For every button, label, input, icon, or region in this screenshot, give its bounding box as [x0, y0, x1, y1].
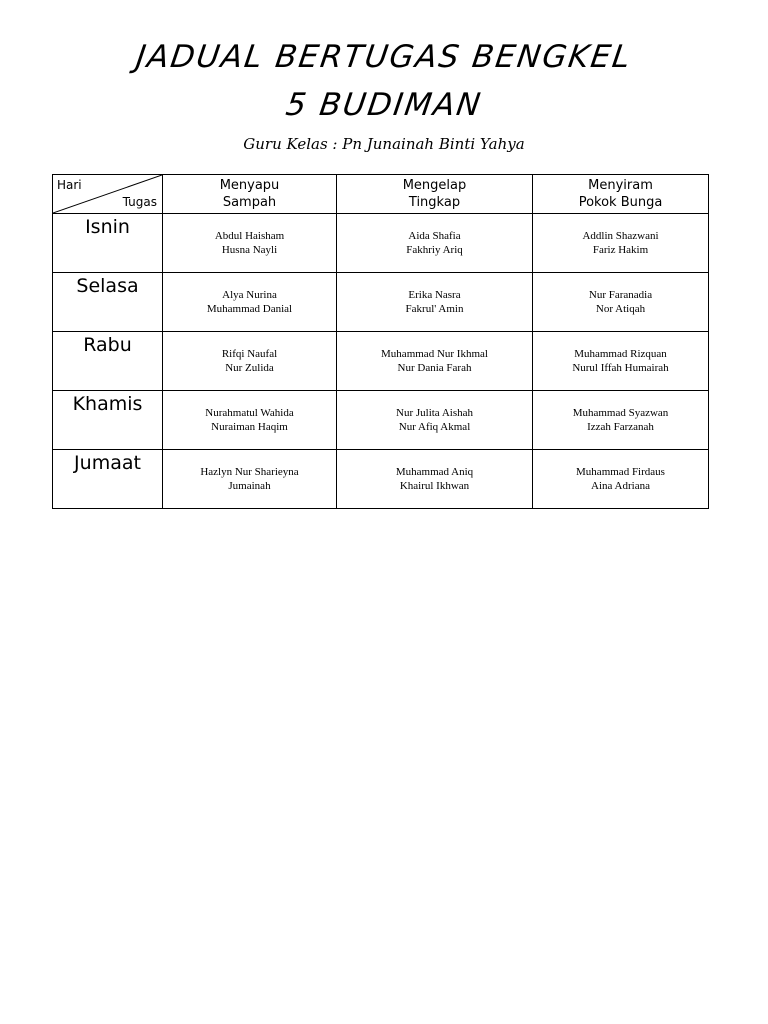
student-name: Addlin Shazwani — [582, 230, 659, 242]
student-name: Muhammad Syazwan — [572, 407, 669, 419]
names-cell — [337, 214, 533, 273]
student-name: Muhammad Rizquan — [574, 348, 667, 360]
student-name: Nur Dania Farah — [397, 362, 472, 374]
day-cell — [53, 450, 163, 509]
names-cell — [163, 273, 337, 332]
day-label: Rabu — [83, 334, 132, 356]
header-row — [53, 175, 709, 214]
names-cell — [163, 450, 337, 509]
class-teacher-line: Guru Kelas : Pn Junainah Binti Yahya — [243, 135, 525, 153]
student-name: Abdul Haisham — [214, 230, 285, 242]
document-title: JADUAL BERTUGAS BENGKEL — [133, 39, 635, 75]
student-name: Jumainah — [228, 480, 271, 492]
student-name: Nur Faranadia — [588, 289, 653, 301]
day-cell — [53, 332, 163, 391]
table-row-selasa — [53, 273, 709, 332]
student-name: Nur Zulida — [225, 362, 274, 374]
duty-roster-table — [52, 174, 709, 509]
names-cell — [533, 332, 709, 391]
student-name: Khairul Ikhwan — [399, 480, 470, 492]
column-header-line2: Pokok Bunga — [578, 195, 663, 210]
student-name: Fakhriy Ariq — [406, 244, 463, 256]
student-name: Nor Atiqah — [595, 303, 646, 315]
names-cell — [337, 450, 533, 509]
student-name: Alya Nurina — [222, 289, 277, 301]
student-name: Muhammad Aniq — [395, 466, 474, 478]
corner-header-cell — [53, 175, 163, 214]
names-cell — [533, 214, 709, 273]
day-cell — [53, 391, 163, 450]
column-header-sweep — [163, 175, 337, 214]
table-row-isnin — [53, 214, 709, 273]
student-name: Aida Shafia — [408, 230, 461, 242]
names-cell — [163, 214, 337, 273]
day-label: Isnin — [85, 216, 130, 238]
day-cell — [53, 214, 163, 273]
document-subtitle-class: 5 BUDIMAN — [283, 87, 485, 123]
names-cell — [337, 391, 533, 450]
day-label: Selasa — [76, 275, 139, 297]
column-header-line1: Menyapu — [219, 178, 280, 193]
names-cell — [533, 391, 709, 450]
student-name: Fakrul' Amin — [405, 303, 464, 315]
names-cell — [533, 273, 709, 332]
student-name: Muhammad Firdaus — [576, 466, 665, 478]
student-name: Fariz Hakim — [592, 244, 649, 256]
student-name: Hazlyn Nur Sharieyna — [200, 466, 299, 478]
student-name: Nur Afiq Akmal — [398, 421, 471, 433]
column-header-line1: Mengelap — [402, 178, 467, 193]
table-row-khamis — [53, 391, 709, 450]
names-cell — [533, 450, 709, 509]
corner-label-day: Hari — [57, 178, 82, 192]
student-name: Nurahmatul Wahida — [205, 407, 294, 419]
column-header-line1: Menyiram — [588, 178, 653, 193]
names-cell — [163, 391, 337, 450]
day-label: Jumaat — [74, 452, 141, 474]
names-cell — [163, 332, 337, 391]
table-row-jumaat — [53, 450, 709, 509]
day-label: Khamis — [72, 393, 143, 415]
names-cell — [337, 273, 533, 332]
student-name: Muhammad Danial — [206, 303, 293, 315]
student-name: Nurul Iffah Humairah — [572, 362, 669, 374]
student-name: Izzah Farzanah — [587, 421, 654, 433]
student-name: Muhammad Nur Ikhmal — [381, 348, 488, 360]
table-row-rabu — [53, 332, 709, 391]
column-header-line2: Tingkap — [408, 195, 461, 210]
column-header-water-plants — [533, 175, 709, 214]
corner-label-task: Tugas — [122, 195, 157, 209]
column-header-wipe-windows — [337, 175, 533, 214]
student-name: Aina Adriana — [591, 480, 650, 492]
names-cell — [337, 332, 533, 391]
student-name: Husna Nayli — [221, 244, 278, 256]
student-name: Rifqi Naufal — [221, 348, 278, 360]
student-name: Erika Nasra — [408, 289, 461, 301]
day-cell — [53, 273, 163, 332]
column-header-line2: Sampah — [222, 195, 277, 210]
student-name: Nur Julita Aishah — [396, 407, 473, 419]
student-name: Nuraiman Haqim — [211, 421, 288, 433]
